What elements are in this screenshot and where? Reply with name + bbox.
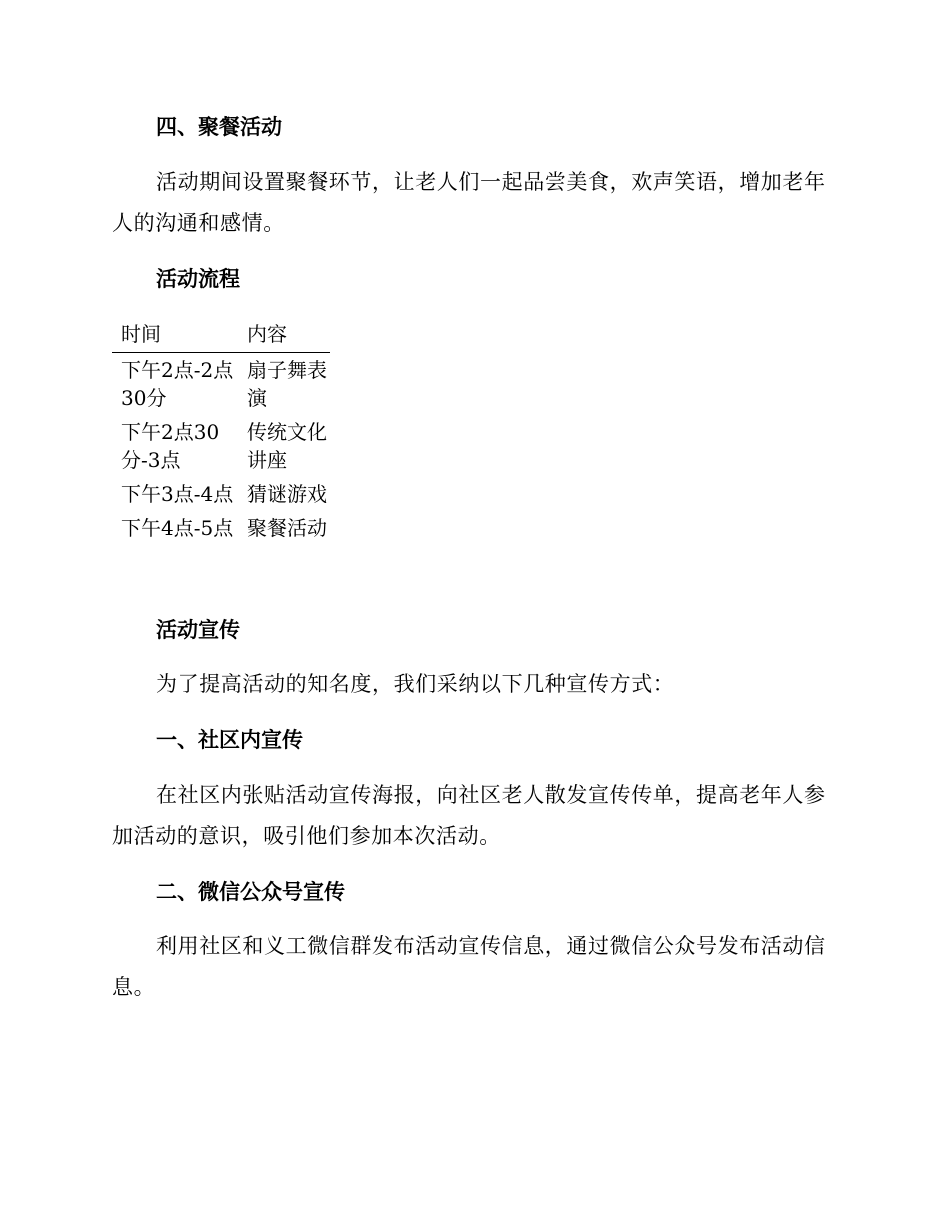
table-cell-time: 下午3点-4点 — [121, 482, 234, 506]
promo-heading: 活动宣传 — [156, 617, 240, 642]
promo-intro: 为了提高活动的知名度，我们采纳以下几种宣传方式： — [156, 672, 675, 696]
table-cell-time: 下午2点-2点30分 — [121, 358, 234, 410]
process-heading: 活动流程 — [156, 266, 240, 291]
table-header-time: 时间 — [112, 320, 247, 353]
table-row — [112, 353, 330, 416]
table-cell-time: 下午4点-5点 — [121, 516, 234, 540]
dinner-paragraph: 活动期间设置聚餐环节，让老人们一起品尝美食，欢声笑语，增加老年人的沟通和感情。 — [112, 170, 826, 235]
schedule-table — [112, 320, 330, 545]
dinner-heading: 四、聚餐活动 — [156, 114, 282, 139]
community-paragraph: 在社区内张贴活动宣传海报，向社区老人散发宣传传单，提高老年人参加活动的意识，吸引他们参加本次活动。 — [112, 783, 826, 848]
table-row — [112, 511, 330, 545]
table-header-row — [112, 320, 330, 353]
table-cell-content: 猜谜游戏 — [247, 482, 327, 506]
table-cell-content: 扇子舞表演 — [247, 358, 327, 410]
table-cell-content: 传统文化讲座 — [247, 420, 327, 472]
table-header-content: 内容 — [247, 320, 330, 353]
wechat-heading: 二、微信公众号宣传 — [156, 879, 345, 904]
community-heading: 一、社区内宣传 — [156, 727, 303, 752]
table-row — [112, 415, 330, 477]
wechat-paragraph: 利用社区和义工微信群发布活动宣传信息，通过微信公众号发布活动信息。 — [112, 934, 826, 999]
table-row — [112, 477, 330, 511]
table-cell-content: 聚餐活动 — [247, 516, 327, 540]
table-cell-time: 下午2点30分-3点 — [121, 420, 220, 472]
